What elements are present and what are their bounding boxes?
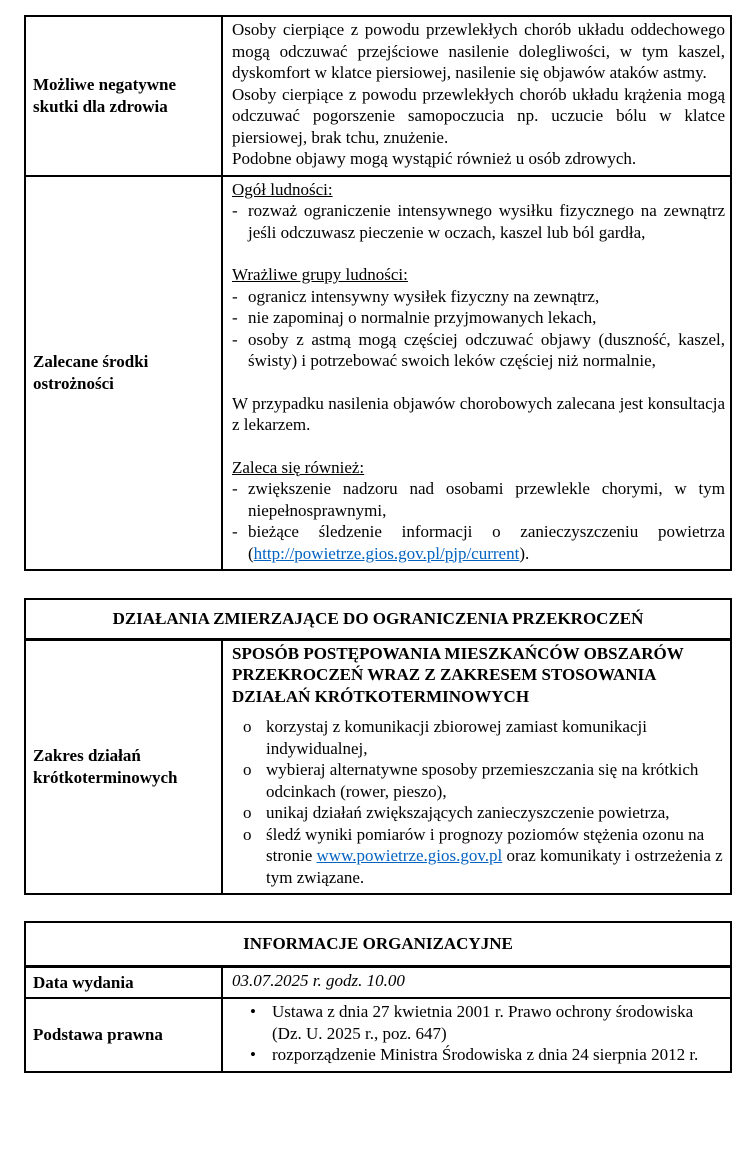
list-item (232, 716, 725, 759)
list-marker: - (232, 329, 238, 349)
row-label-text: Możliwe negatywne skutki dla zdrowia (33, 75, 177, 116)
table-row (26, 17, 730, 175)
list-marker: o (243, 803, 252, 822)
list-marker: - (232, 479, 238, 498)
list-item (232, 1044, 725, 1066)
row-label-health-effects (26, 17, 223, 175)
list-item-text: wybieraj alternatywne sposoby przemieszczania się na krótkich odcinkach (rower, pieszo), (266, 760, 699, 801)
paragraph: Osoby cierpiące z powodu przewlekłych chorób układu oddechowego mogą odczuwać przejściowe nasilenie dolegliwości, w tym kaszel, dyskomfort w klatce piersiowej, nasilenie się objawów ataków astmy. (232, 20, 725, 82)
list-item (232, 200, 725, 243)
list-marker: o (243, 824, 252, 844)
list-item-text: rozporządzenie Ministra Środowiska z dnia 24 sierpnia 2012 r. (272, 1045, 699, 1064)
list-item-text: bieżące śledzenie informacji o zanieczyszczeniu powietrza (http://powietrze.gios.gov.pl/pjp/current). (248, 522, 725, 563)
list-item-text: unikaj działań zwiększających zanieczyszczenie powietrza, (266, 803, 670, 822)
list-item (232, 286, 725, 308)
actions-bullet-list (232, 716, 725, 888)
blank-line (232, 372, 725, 393)
row-label-text: Zakres działań krótkoterminowych (33, 746, 178, 787)
issue-date-value: 03.07.2025 r. godz. 10.00 (232, 970, 405, 990)
actions-table-header: DZIAŁANIA ZMIERZAJĄCE DO OGRANICZENIA PRZEKROCZEŃ (26, 600, 730, 641)
table-row (26, 968, 730, 998)
list-item-text: korzystaj z komunikacji zbiorowej zamiast komunikacji indywidualnej, (266, 717, 647, 758)
short-term-actions-content (223, 641, 730, 894)
list-item (232, 1001, 725, 1044)
paragraph: Podobne objawy mogą wystąpić również u osób zdrowych. (232, 149, 637, 168)
list-item-text: ogranicz intensywny wysiłek fizyczny na zewnątrz, (248, 286, 600, 306)
row-label-issue-date (26, 968, 223, 998)
list-item-text: rozważ ograniczenie intensywnego wysiłku fizycznego na zewnątrz jeśli odczuwasz pieczenie w oczach, kaszel lub ból gardła, (248, 201, 725, 242)
list-item (232, 824, 725, 889)
row-label-text: Podstawa prawna (33, 1025, 163, 1044)
hyperlink[interactable]: www.powietrze.gios.gov.pl (316, 846, 503, 865)
section-heading-text: Ogół ludności: (232, 179, 333, 199)
section-heading (232, 264, 725, 286)
row-label-text: Zalecane środki ostrożności (33, 352, 149, 393)
list-marker: • (250, 1002, 256, 1021)
list-item (232, 521, 725, 564)
paragraph: W przypadku nasilenia objawów chorobowych zalecana jest konsultacja z lekarzem. (232, 393, 725, 434)
section-heading (232, 457, 725, 479)
health-effects-table (24, 15, 732, 571)
list-marker: - (232, 522, 238, 541)
list-item-text: osoby z astmą mogą częściej odczuwać objawy (duszność, kaszel, świsty) i potrzebować swoich leków częściej niż normalnie, (248, 329, 725, 370)
row-label-legal-basis (26, 999, 223, 1071)
section-heading-text: Wrażliwe grupy ludności: (232, 265, 408, 284)
section-heading-text: Zaleca się również: (232, 457, 365, 477)
table-row (26, 641, 730, 894)
list-item (232, 329, 725, 372)
list-item (232, 307, 725, 329)
list-marker: - (232, 201, 238, 220)
list-item-text: nie zapominaj o normalnie przyjmowanych lekach, (248, 308, 597, 327)
legal-basis-content (223, 999, 730, 1071)
blank-line (232, 436, 725, 457)
document-page (24, 15, 732, 1073)
list-marker: - (232, 308, 238, 327)
list-item (232, 478, 725, 521)
list-marker: • (250, 1045, 256, 1064)
section-heading (232, 179, 725, 201)
row-label-short-term-actions (26, 641, 223, 894)
health-effects-content (223, 17, 730, 175)
list-item-text: śledź wyniki pomiarów i prognozy poziomów stężenia ozonu na stronie www.powietrze.gios.gov.pl oraz komunikaty i ostrzeżenia z tym związane. (266, 824, 723, 887)
organizational-info-header: INFORMACJE ORGANIZACYJNE (26, 923, 730, 968)
actions-table (24, 598, 732, 895)
list-marker: o (243, 760, 252, 779)
organizational-info-table (24, 921, 732, 1073)
list-item (232, 802, 725, 824)
table-row (26, 997, 730, 1071)
paragraph: Osoby cierpiące z powodu przewlekłych chorób układu krążenia mogą odczuwać pogorszenie samopoczucia np. uczucie bólu w klatce piersiowej, brak tchu, znużenie. (232, 84, 725, 147)
list-item (232, 759, 725, 802)
blank-line (232, 243, 725, 264)
precautions-content (223, 177, 730, 570)
row-label-text: Data wydania (33, 972, 134, 992)
list-item-text: zwiększenie nadzoru nad osobami przewlekle chorymi, w tym niepełnosprawnymi, (248, 479, 725, 520)
list-item-text: Ustawa z dnia 27 kwietnia 2001 r. Prawo ochrony środowiska (Dz. U. 2025 r., poz. 647) (272, 1002, 694, 1043)
list-marker: o (243, 717, 252, 736)
table-row (26, 175, 730, 570)
actions-content-heading: SPOSÓB POSTĘPOWANIA MIESZKAŃCÓW OBSZARÓW PRZEKROCZEŃ WRAZ Z ZAKRESEM STOSOWANIA DZIAŁAŃ KRÓTKOTERMINOWYCH (232, 643, 684, 706)
list-marker: - (232, 286, 238, 306)
hyperlink[interactable]: http://powietrze.gios.gov.pl/pjp/current (253, 543, 520, 563)
row-label-precautions (26, 177, 223, 570)
